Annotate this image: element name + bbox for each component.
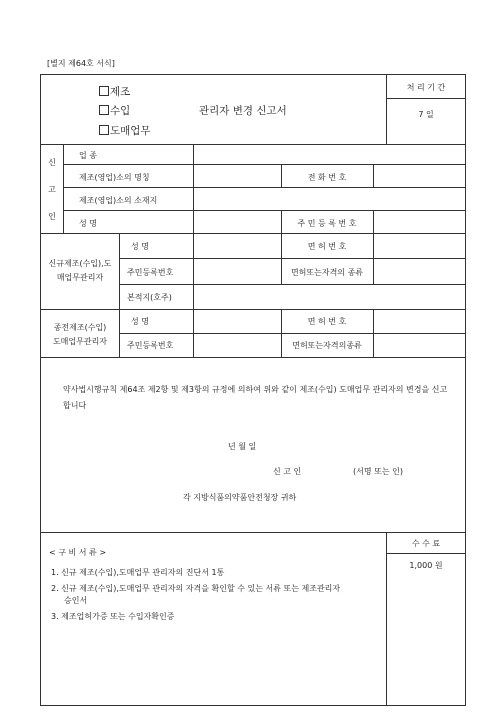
divider [41, 532, 466, 533]
form-caption: [별지 제64호 서식] [47, 59, 115, 68]
divider [119, 233, 120, 357]
divider [373, 164, 374, 187]
report-date: 년 월 일 [228, 442, 257, 451]
report-form [40, 74, 466, 706]
divider [386, 532, 387, 706]
old-manager-name-label: 성 명 [131, 317, 149, 326]
reporter-resident-no-label: 주 민 등 록 번 호 [297, 219, 357, 228]
divider [386, 553, 466, 554]
checkbox-label: 수입 [110, 105, 131, 117]
processing-period-label: 처 리 기 간 [406, 83, 446, 92]
form-title: 관리자 변경 신고서 [199, 105, 287, 117]
old-manager-section-label: 종전제조(수입) [53, 323, 107, 332]
declaration-text: 약사법시행규칙 제64조 제2항 및 제3항의 규정에 의하여 위와 같이 제조(수입) 도매업무 관리자의 변경을 신고합니다 [63, 385, 448, 410]
divider [63, 144, 64, 233]
old-manager-section-label: 도매업무관리자 [52, 337, 108, 346]
checkbox-box[interactable] [99, 125, 109, 135]
business-address-label: 제조(영업)소의 소재지 [79, 196, 158, 205]
required-doc-item: 3. 제조업허가증 또는 수입자확인증 [51, 612, 175, 621]
new-manager-section-label: 매업무관리자 [56, 273, 104, 282]
checkbox-box[interactable] [99, 86, 109, 96]
divider [63, 210, 466, 211]
fee-label: 수 수 료 [411, 539, 441, 548]
phone-label: 전 화 번 호 [307, 173, 347, 182]
divider [373, 233, 374, 284]
business-type-label: 업 종 [79, 151, 97, 160]
divider [373, 309, 374, 357]
new-manager-domicile-label: 본적지(호주) [127, 293, 172, 302]
checkbox-box[interactable] [99, 105, 109, 115]
reporter-name-label: 성 명 [79, 219, 97, 228]
checkbox-label: 도매업무 [110, 125, 151, 137]
signature-hint: (서명 또는 인) [353, 467, 403, 476]
fee-value: 1,000 원 [409, 561, 443, 570]
checkbox-manufacture[interactable] [99, 84, 130, 99]
reporter-side-label: 고 [48, 185, 56, 194]
required-doc-item: 승인서 [64, 596, 88, 605]
required-doc-item: 2. 신규 제조(수입),도매업무 관리자의 자격을 확인할 수 있는 서류 또는 제조관리자 [51, 584, 341, 593]
divider [119, 333, 466, 334]
checkbox-label: 제조 [110, 86, 131, 98]
divider [193, 144, 194, 233]
checkbox-wholesale[interactable] [99, 123, 151, 138]
recipient: 각 지방식품의약품안전청장 귀하 [183, 493, 297, 502]
divider [41, 357, 466, 358]
divider [193, 233, 194, 357]
checkbox-import[interactable] [99, 103, 130, 118]
reporter-side-label: 신 [48, 158, 56, 167]
divider [373, 210, 374, 233]
divider [41, 144, 466, 145]
divider [63, 164, 466, 165]
old-manager-license-no-label: 면 허 번 호 [307, 317, 347, 326]
new-manager-name-label: 성 명 [131, 242, 149, 251]
reporter-side-label: 인 [48, 212, 56, 221]
divider [41, 233, 466, 234]
divider [119, 284, 466, 285]
new-manager-license-no-label: 면 허 번 호 [307, 242, 347, 251]
divider [386, 98, 466, 99]
divider [63, 187, 466, 188]
new-manager-section-label: 신규제조(수입),도 [48, 259, 112, 268]
business-name-label: 제조(영업)소의 명칭 [79, 173, 150, 182]
divider [41, 309, 466, 310]
old-manager-resident-no-label: 주민등록번호 [127, 341, 174, 350]
required-doc-item: 1. 신규 제조(수입),도매업무 관리자의 진단서 1통 [51, 568, 225, 577]
new-manager-license-type-label: 면허또는자격의 종류 [290, 268, 364, 277]
processing-period-value: 7 일 [418, 110, 434, 119]
old-manager-license-type-label: 면허또는자격의종류 [292, 341, 362, 350]
new-manager-resident-no-label: 주민등록번호 [127, 268, 174, 277]
reporter-signature-label: 신 고 인 [273, 467, 302, 476]
required-docs-heading: < 구 비 서 류 > [49, 548, 107, 557]
divider [119, 258, 466, 259]
